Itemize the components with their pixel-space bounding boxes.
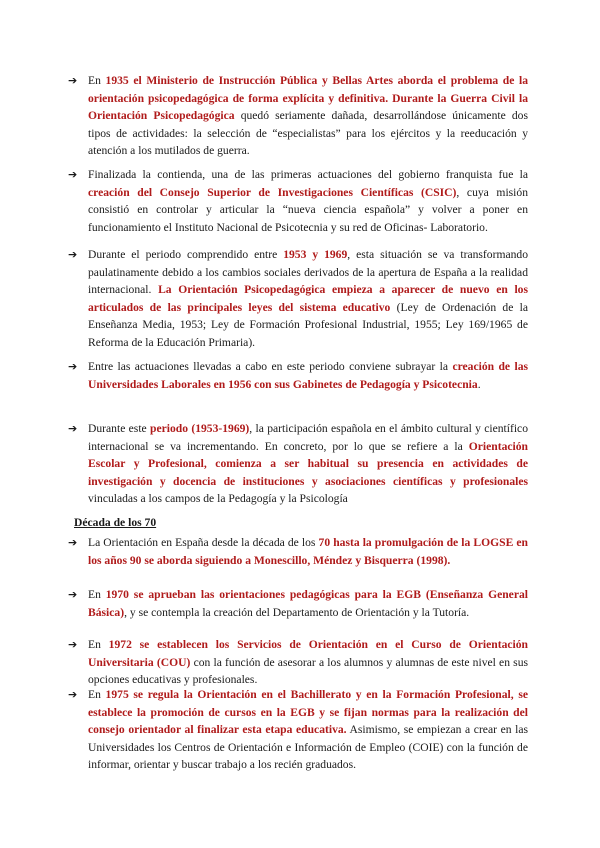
body-text: , y se contempla la creación del Departamento de Orientación y la Tutoría. bbox=[124, 605, 470, 619]
body-text: vinculadas a los campos de la Pedagogía y la Psicología bbox=[88, 492, 348, 506]
item-1972 bbox=[68, 636, 528, 689]
body-text: , cuya misión consistió en controlar y articular la “nueva ciencia española” y volver a poner en funcionamiento el Instituto Nacional de Psicotecnia y su red de Oficinas- Laboratorio. bbox=[88, 185, 528, 234]
paragraph-participacion bbox=[68, 420, 529, 508]
highlighted-text: 70 hasta la promulgación de la LOGSE en los años 90 se aborda siguiendo a Monescillo, Méndez y Bisquerra (1998). bbox=[88, 536, 528, 567]
highlighted-text: creación del Consejo Superior de Investigaciones Científicas (CSIC) bbox=[88, 185, 457, 199]
body-text: Asimismo, se empiezan a crear en las Universidades los Centros de Orientación e Información de Empleo (COIE) con la función de informar, orientar y buscar trabajo a los recién graduados. bbox=[88, 723, 529, 772]
body-text: En bbox=[88, 638, 109, 651]
body-text: En bbox=[88, 588, 106, 601]
arrow-bullet-icon: ➔ bbox=[68, 74, 78, 87]
highlighted-text: 1972 se establecen los Servicios de Orientación en el Curso de Orientación Universitaria (COU) bbox=[88, 638, 528, 669]
highlighted-text: La Orientación Psicopedagógica empieza a aparecer de nuevo en los articulados de las principales leyes del sistema educativo bbox=[88, 283, 528, 314]
paragraph-text bbox=[88, 420, 528, 508]
body-text: Finalizada la contienda, una de las primeras actuaciones del gobierno franquista fue la bbox=[88, 168, 528, 181]
item-logse bbox=[68, 534, 528, 569]
highlighted-text: creación de las Universidades Laborales en 1956 con sus Gabinetes de Pedagogía y Psicotecnia bbox=[88, 360, 529, 391]
arrow-bullet-icon: ➔ bbox=[68, 536, 78, 549]
body-text: , la participación española en el ámbito cultural y científico internacional se va incrementando. En concreto, por lo que se refiere a la bbox=[88, 422, 529, 453]
paragraph-text bbox=[88, 246, 528, 352]
item-text bbox=[88, 636, 528, 689]
body-text: . bbox=[477, 377, 481, 391]
body-text: En bbox=[88, 688, 106, 701]
arrow-bullet-icon: ➔ bbox=[68, 638, 78, 651]
arrow-bullet-icon: ➔ bbox=[68, 422, 78, 435]
arrow-bullet-icon: ➔ bbox=[68, 588, 78, 601]
highlighted-text: Orientación Escolar y Profesional, comienza a ser habitual su presencia en actividades de investigación y docencia de instituciones y asociaciones científicas y profesionales bbox=[88, 439, 528, 488]
highlighted-text: 1935 el Ministerio de Instrucción Pública y Bellas Artes aborda el problema de la orientación psicopedagógica de forma explícita y definitiva. Durante la Guerra Civil la Orientación Psicopedagógica bbox=[88, 74, 529, 123]
section-heading: Década de los 70 bbox=[74, 516, 157, 529]
highlighted-text: 1975 se regula la Orientación en el Bachillerato y en la Formación Profesional, se establece la promoción de cursos en la EGB y se fijan normas para la realización del consejo orientador al finalizar esta etapa educativa. bbox=[88, 688, 528, 737]
body-text: (Ley de Ordenación de la Enseñanza Media, 1953; Ley de Formación Profesional Industrial, 1955; Ley 169/1965 de Reforma de la Educación Primaria). bbox=[88, 300, 529, 349]
body-text: La Orientación en España desde la década de los bbox=[88, 536, 319, 549]
arrow-bullet-icon: ➔ bbox=[68, 688, 78, 701]
paragraph-universidades-laborales bbox=[68, 358, 529, 393]
arrow-bullet-icon: ➔ bbox=[68, 360, 78, 373]
arrow-bullet-icon: ➔ bbox=[68, 248, 78, 261]
item-text bbox=[88, 686, 528, 774]
item-text bbox=[88, 586, 528, 621]
highlighted-text: periodo (1953-1969) bbox=[150, 422, 250, 435]
body-text: con la función de asesorar a los alumnos y alumnas de este nivel en sus opciones educativas y profesionales. bbox=[88, 655, 528, 687]
body-text: Entre las actuaciones llevadas a cabo en este periodo conviene subrayar la bbox=[88, 360, 453, 373]
paragraph-csic bbox=[68, 166, 528, 236]
body-text: quedó seriamente dañada, desarrollándose únicamente dos tipos de actividades: la selección de “especialistas” para los ejércitos y la reeducación y atención a los mutilados de guerra. bbox=[88, 109, 528, 158]
paragraph-text bbox=[88, 166, 528, 236]
highlighted-text: 1953 y 1969 bbox=[283, 248, 348, 261]
paragraph-text bbox=[88, 72, 528, 160]
body-text: Durante el periodo comprendido entre bbox=[88, 248, 284, 261]
highlighted-text: 1970 se aprueban las orientaciones pedagógicas para la EGB (Enseñanza General Básica) bbox=[88, 588, 528, 619]
item-text bbox=[88, 534, 528, 569]
paragraph-1935 bbox=[68, 72, 529, 160]
paragraph-1953-1969 bbox=[68, 246, 529, 352]
item-1975 bbox=[68, 686, 529, 774]
body-text: En bbox=[88, 74, 106, 87]
arrow-bullet-icon: ➔ bbox=[68, 168, 78, 181]
paragraph-text bbox=[88, 358, 528, 393]
item-1970 bbox=[68, 586, 528, 621]
body-text: , esta situación se va transformando paulatinamente debido a los cambios sociales derivados de la apertura de España a la realidad internacional. bbox=[88, 248, 529, 297]
body-text: Durante este bbox=[88, 422, 151, 435]
